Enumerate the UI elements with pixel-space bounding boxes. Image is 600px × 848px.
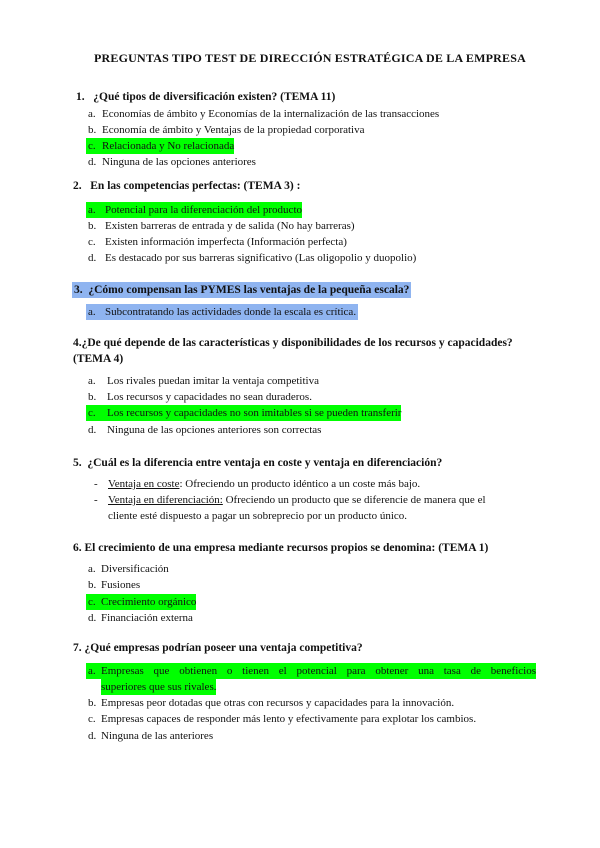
option-text: Ninguna de las anteriores (101, 730, 214, 742)
option-letter: c. (88, 236, 96, 248)
option-4c-correct (86, 405, 401, 421)
option-text: Crecimiento orgánico (101, 596, 197, 608)
option-letter: b. (88, 220, 97, 232)
option-2c (88, 234, 347, 250)
option-7a-correct (86, 663, 536, 679)
option-2d (88, 250, 416, 266)
option-text: Existen barreras de entrada y de salida (No hay barreras) (105, 220, 355, 232)
option-3a-selected (86, 304, 358, 320)
option-6c-correct (86, 594, 196, 610)
bullet-text: : Ofreciendo un producto idéntico a un coste más bajo. (179, 478, 421, 490)
option-2a-correct (86, 202, 302, 218)
option-text: Financiación externa (101, 612, 193, 624)
option-7a-line2: superiores que sus rivales. (101, 681, 217, 693)
option-letter: c. (88, 713, 96, 725)
bullet-cost-advantage: - Ventaja en coste: Ofreciendo un producto idéntico a un coste más bajo. (94, 478, 421, 490)
option-letter: b. (88, 391, 97, 403)
option-text: Economías de ámbito y Economías de la internalización de las transacciones (102, 108, 440, 120)
option-1b (88, 122, 365, 138)
question-text: ¿Cuál es la diferencia entre ventaja en coste y ventaja en diferenciación? (87, 457, 443, 469)
option-text: Relacionada y No relacionada (102, 140, 235, 152)
question-text: En las competencias perfectas: (TEMA 3) : (90, 180, 301, 192)
option-letter: d. (88, 252, 97, 264)
option-letter: c. (88, 596, 96, 608)
option-text: Empresas capaces de responder más lento y efectivamente para explotar los cambios. (101, 713, 477, 725)
option-7d (88, 728, 213, 744)
bullet-term: Ventaja en coste (108, 478, 180, 490)
question-number: 5. (73, 457, 82, 469)
question-4: 4.¿De qué depende de las características y disponibilidades de los recursos y capacidades? (73, 337, 513, 349)
bullet-differentiation-advantage: - Ventaja en diferenciación: Ofreciendo un producto que se diferencie de manera que el (94, 494, 486, 506)
question-4-line2: (TEMA 4) (73, 353, 124, 365)
option-7b (88, 695, 454, 711)
option-letter: a. (88, 204, 96, 216)
option-4a (88, 373, 319, 389)
question-text: ¿Cómo compensan las PYMES las ventajas de la pequeña escala? (88, 284, 410, 296)
option-letter: a. (88, 665, 96, 677)
option-letter: a. (88, 375, 96, 387)
question-2 (73, 178, 300, 194)
bullet-term: Ventaja en diferenciación: (108, 494, 223, 506)
option-text: Potencial para la diferenciación del producto (105, 204, 302, 216)
option-6a (88, 561, 169, 577)
option-text: Existen información imperfecta (Información perfecta) (105, 236, 347, 248)
option-letter: b. (88, 697, 97, 709)
option-2b (88, 218, 355, 234)
option-letter: a. (88, 108, 96, 120)
option-text: Los recursos y capacidades no sean duraderos. (107, 391, 312, 403)
option-letter: a. (88, 306, 96, 318)
bullet-text-line2: cliente esté dispuesto a pagar un sobreprecio por un producto único. (108, 510, 408, 522)
question-text: ¿Qué tipos de diversificación existen? (TEMA 11) (93, 91, 336, 103)
option-letter: b. (88, 124, 97, 136)
option-7c (88, 711, 476, 727)
question-number: 3. (74, 284, 83, 296)
option-letter: a. (88, 563, 96, 575)
option-letter: d. (88, 424, 97, 436)
question-3-selected (72, 282, 411, 298)
option-4d (88, 422, 321, 438)
option-6b (88, 577, 140, 593)
bullet-text: Ofreciendo un producto que se diferencie de manera que el (222, 494, 486, 506)
question-7: 7. ¿Qué empresas podrían poseer una ventaja competitiva? (73, 642, 363, 654)
option-text: Empresas que obtienen o tienen el potencial para obtener una tasa de beneficios (101, 665, 536, 677)
option-1d (88, 154, 256, 170)
option-text: Ninguna de las opciones anteriores (102, 156, 256, 168)
option-text: Los rivales puedan imitar la ventaja competitiva (107, 375, 319, 387)
option-letter: d. (88, 730, 97, 742)
option-letter: c. (88, 140, 96, 152)
option-text: Los recursos y capacidades no son imitables si se pueden transferir (107, 407, 402, 419)
option-letter: c. (88, 407, 96, 419)
option-6d (88, 610, 193, 626)
question-1 (76, 89, 335, 105)
option-4b (88, 389, 312, 405)
option-text: Diversificación (101, 563, 169, 575)
option-text: Economía de ámbito y Ventajas de la propiedad corporativa (102, 124, 365, 136)
question-5 (73, 455, 442, 471)
question-6: 6. El crecimiento de una empresa mediante recursos propios se denomina: (TEMA 1) (73, 542, 489, 554)
option-letter: b. (88, 579, 97, 591)
option-text: Empresas peor dotadas que otras con recursos y capacidades para la innovación. (101, 697, 455, 709)
option-letter: d. (88, 156, 97, 168)
option-text: Fusiones (101, 579, 141, 591)
option-1c-correct (86, 138, 234, 154)
option-text: Ninguna de las opciones anteriores son correctas (107, 424, 322, 436)
question-number: 1. (76, 91, 85, 103)
option-text: Es destacado por sus barreras significativo (Las oligopolio y duopolio) (105, 252, 417, 264)
question-number: 2. (73, 180, 82, 192)
option-1a (88, 106, 439, 122)
option-letter: d. (88, 612, 97, 624)
option-text: Subcontratando las actividades donde la escala es crítica. (105, 306, 357, 318)
document-title: PREGUNTAS TIPO TEST DE DIRECCIÓN ESTRATÉGICA DE LA EMPRESA (94, 51, 526, 65)
